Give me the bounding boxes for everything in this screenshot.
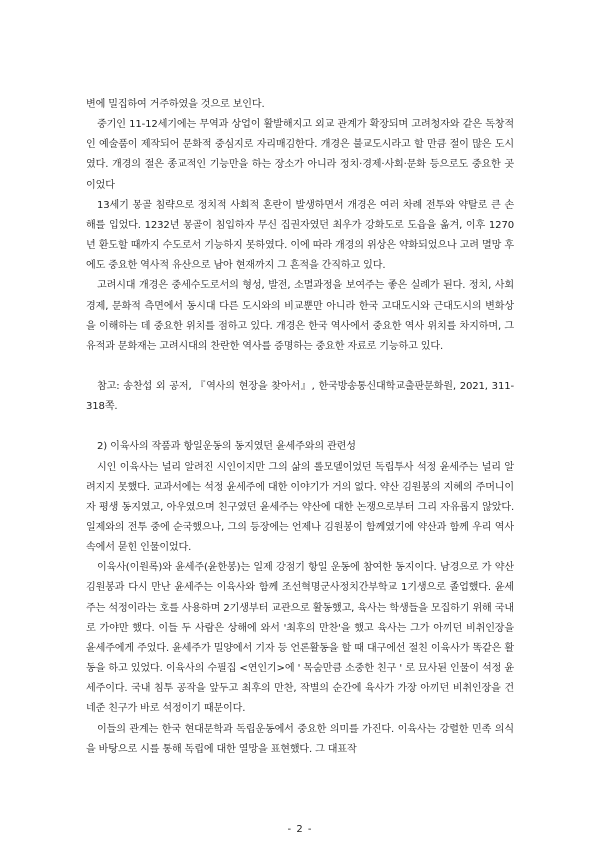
section-heading: 2) 이육사의 작품과 항일운동의 동지였던 윤세주와의 관련성 [97,441,356,453]
document-body [86,95,514,760]
paragraph-mid-goryeo: 중기인 11-12세기에는 무역과 상업이 활발해지고 외교 관계가 확장되며 고려청자와 같은 독창적인 예술품이 제작되어 문화적 중심지로 자리매김한다. 개경은 불교도시라고 할 만큼 절이 많은 도시였다. 개경의 절은 종교적인 기능만을 하는 장소가 아니라 정치·경제·사회·문화 등으로도 중요한 곳이었다 [86,119,514,191]
paragraph-yun-seju-intro: 시인 이육사는 널리 알려진 시인이지만 그의 삶의 롤모델이었던 독립투사 석정 윤세주는 널리 알려지지 못했다. 교과서에는 석정 윤세주에 대한 이야기가 거의 없다. 약산 김원봉의 지혜의 주머니이자 평생 동지였고, 아우였으며 친구였던 윤세주는 약산에 대한 논쟁으로부터 그리 자유롭지 않았다. 일제와의 전투 중에 순국했으나, 그의 등장에는 언제나 김원봉이 함께였기에 약산과 함께 우리 역사 속에서 묻힌 인물이었다. [86,461,514,554]
paragraph-gaegyeong-significance: 고려시대 개경은 중세수도로서의 형성, 발전, 소멸과정을 보여주는 좋은 실례가 된다. 정치, 사회경제, 문화적 측면에서 동시대 다른 도시와의 비교뿐만 아니라 한국 고대도시와 근대도시의 변화상을 이해하는 데 중요한 위치를 점하고 있다. 개경은 한국 역사에서 중요한 역사 위치를 차지하며, 그 유적과 문화재는 고려시대의 찬란한 역사를 증명하는 중요한 자료로 기능하고 있다. [86,280,514,352]
paragraph-significance: 이들의 관계는 한국 현대문학과 독립운동에서 중요한 의미를 가진다. 이육사는 강렬한 민족 의식을 바탕으로 시를 통해 독립에 대한 열망을 표현했다. 그 대표작 [86,723,514,755]
paragraph-continuation: 변에 밀집하여 거주하였을 것으로 보인다. [86,99,265,110]
paragraph-yuksa-yun-relation: 이육사(이원록)와 윤세주(윤한봉)는 일제 강점기 항일 운동에 참여한 동지이다. 남경으로 가 약산 김원봉과 다시 만난 윤세주는 이육사와 함께 조선혁명군사정치간부학교 1기생으로 졸업했다. 윤세주는 석정이라는 호를 사용하며 2기생부터 교관으로 활동했고, 육사는 학생들을 모집하기 위해 국내로 가야만 했다. 이들 두 사람은 상해에 와서 '최후의 만찬'을 했고 육사는 그가 아끼던 비취인장을 윤세주에게 주었다. 윤세주가 밀양에서 기자 등 언론활동을 할 때 대구에선 절친 이육사가 똑같은 활동을 하고 있었다. 이육사의 수필집 <연인기>에 ' 목숨만큼 소중한 친구 ' 로 묘사된 인물이 석정 윤세주이다. 국내 침투 공작을 앞두고 최후의 만찬, 작별의 순간에 육사가 가장 아끼던 비취인장을 건네준 친구가 바로 석정이기 때문이다. [86,562,514,715]
paragraph-mongol-invasion: 13세기 몽골 침략으로 정치적 사회적 혼란이 발생하면서 개경은 여러 차례 전투와 약탈로 큰 손해를 입었다. 1232년 몽골이 침입하자 무신 집권자였던 최우가 강화도로 도읍을 옮겨, 이후 1270년 환도할 때까지 수도로서 기능하지 못하였다. 이에 따라 개경의 위상은 약화되었으나 고려 멸망 후에도 중요한 역사적 유산으로 남아 현재까지 그 흔적을 간직하고 있다. [86,199,514,272]
spacer [86,357,514,377]
spacer [86,417,514,437]
page-number: - 2 - [287,824,313,835]
reference-note: 참고: 송찬섭 외 공저, 『역사의 현장을 찾아서』, 한국방송통신대학교출판문화원, 2021, 311-318쪽. [86,381,514,413]
